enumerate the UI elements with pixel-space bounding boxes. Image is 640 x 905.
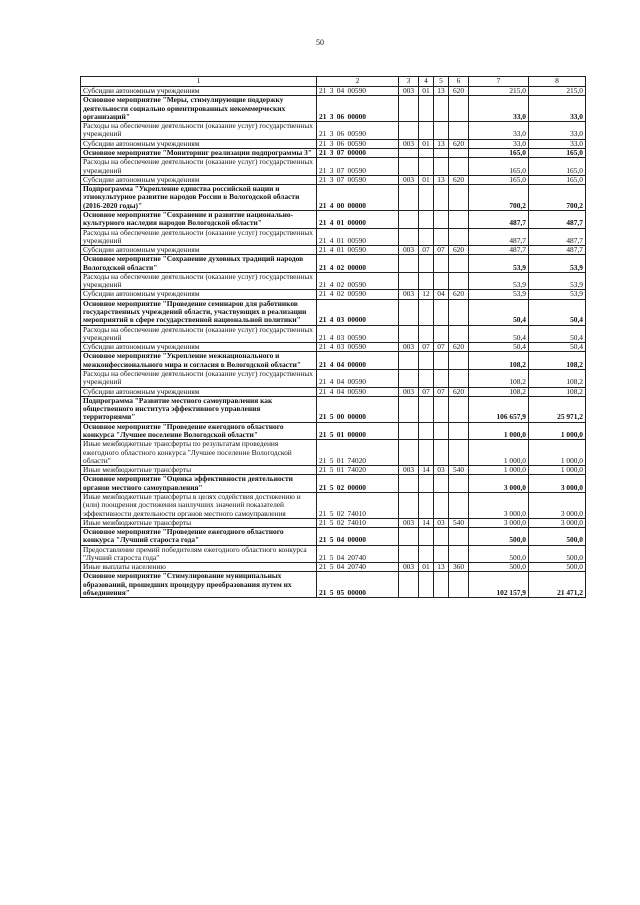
row-col5-cell: 07 [434, 387, 449, 396]
row-value8-cell: 50,4 [529, 343, 586, 352]
row-name-cell: Основное мероприятие "Оценка эффективности деятельности органов местного самоуправления" [81, 475, 317, 493]
row-col5-cell [434, 528, 449, 546]
row-code-cell: 21 5 05 00000 [317, 572, 399, 598]
row-col6-cell [449, 475, 469, 493]
table-row [81, 139, 586, 148]
row-col3-cell [399, 96, 419, 122]
row-col3-cell [399, 370, 419, 388]
row-name-cell: Иные межбюджетные трансферты [81, 466, 317, 475]
table-row [81, 518, 586, 527]
row-col5-cell: 13 [434, 175, 449, 184]
column-header: 4 [419, 77, 434, 87]
row-col3-cell [399, 158, 419, 176]
row-name-cell: Субсидии автономным учреждениям [81, 87, 317, 96]
row-code-cell: 21 4 02 00590 [317, 272, 399, 290]
row-code-cell: 21 4 04 00590 [317, 387, 399, 396]
row-name-cell: Основное мероприятие "Проведение семинаров для работников государственных учреждений области, участвующих в реализации мероприятий в сфере государственной национальной политики" [81, 299, 317, 325]
row-col5-cell [434, 122, 449, 140]
table-row [81, 475, 586, 493]
row-col5-cell [434, 96, 449, 122]
row-col4-cell [419, 158, 434, 176]
row-code-cell: 21 5 00 00000 [317, 396, 399, 422]
row-col4-cell [419, 299, 434, 325]
row-col4-cell: 07 [419, 343, 434, 352]
row-name-cell: Предоставление премий победителям ежегодного областного конкурса "Лучший староста года" [81, 545, 317, 563]
row-col5-cell [434, 572, 449, 598]
row-code-cell: 21 4 04 00590 [317, 370, 399, 388]
row-value7-cell: 33,0 [469, 122, 529, 140]
row-col4-cell: 01 [419, 175, 434, 184]
row-value8-cell: 700,2 [529, 185, 586, 211]
row-code-cell: 21 5 02 00000 [317, 475, 399, 493]
row-col5-cell [434, 440, 449, 466]
row-value7-cell: 1 000,0 [469, 422, 529, 440]
row-code-cell: 21 4 03 00590 [317, 343, 399, 352]
row-col3-cell [399, 255, 419, 273]
row-name-cell: Расходы на обеспечение деятельности (оказание услуг) государственных учреждений [81, 228, 317, 246]
row-value7-cell: 500,0 [469, 563, 529, 572]
row-col4-cell: 12 [419, 290, 434, 299]
row-col5-cell: 13 [434, 87, 449, 96]
row-value8-cell: 53,9 [529, 272, 586, 290]
column-header: 6 [449, 77, 469, 87]
row-value7-cell: 3 000,0 [469, 518, 529, 527]
row-code-cell: 21 5 04 20740 [317, 545, 399, 563]
table-row [81, 272, 586, 290]
row-value7-cell: 1 000,0 [469, 440, 529, 466]
row-col4-cell [419, 185, 434, 211]
row-col4-cell [419, 396, 434, 422]
row-col5-cell [434, 148, 449, 157]
row-col6-cell [449, 370, 469, 388]
table-row [81, 343, 586, 352]
row-value8-cell: 25 971,2 [529, 396, 586, 422]
row-col6-cell [449, 185, 469, 211]
row-col6-cell [449, 352, 469, 370]
row-col6-cell [449, 440, 469, 466]
budget-table [80, 76, 586, 598]
row-col6-cell [449, 492, 469, 518]
table-row [81, 396, 586, 422]
row-value8-cell: 3 000,0 [529, 518, 586, 527]
row-col6-cell [449, 122, 469, 140]
row-col5-cell [434, 185, 449, 211]
row-col5-cell: 03 [434, 518, 449, 527]
row-col4-cell [419, 492, 434, 518]
row-code-cell: 21 4 01 00000 [317, 210, 399, 228]
row-code-cell: 21 4 00 00000 [317, 185, 399, 211]
table-row [81, 96, 586, 122]
row-col4-cell [419, 352, 434, 370]
row-col3-cell: 003 [399, 246, 419, 255]
row-name-cell: Основное мероприятие "Сохранение духовных традиций народов Вологодской области" [81, 255, 317, 273]
row-name-cell: Иные выплаты населению [81, 563, 317, 572]
row-col3-cell: 003 [399, 466, 419, 475]
row-name-cell: Подпрограмма "Укрепление единства российской нации и этнокультурное развитие народов России в Вологодской области (2016-2020 годы)" [81, 185, 317, 211]
column-header: 7 [469, 77, 529, 87]
row-code-cell: 21 5 02 74010 [317, 492, 399, 518]
row-value8-cell: 1 000,0 [529, 440, 586, 466]
row-value8-cell: 53,9 [529, 255, 586, 273]
row-col5-cell: 04 [434, 290, 449, 299]
row-col4-cell [419, 228, 434, 246]
column-header: 3 [399, 77, 419, 87]
row-value7-cell: 102 157,9 [469, 572, 529, 598]
row-value7-cell: 33,0 [469, 96, 529, 122]
row-value8-cell: 165,0 [529, 148, 586, 157]
table-body [81, 77, 586, 598]
row-col4-cell [419, 122, 434, 140]
row-value7-cell: 50,4 [469, 343, 529, 352]
row-value8-cell: 487,7 [529, 210, 586, 228]
row-value7-cell: 108,2 [469, 352, 529, 370]
row-name-cell: Субсидии автономным учреждениям [81, 290, 317, 299]
row-col6-cell: 620 [449, 246, 469, 255]
column-header: 1 [81, 77, 317, 87]
row-value7-cell: 165,0 [469, 175, 529, 184]
row-name-cell: Основное мероприятие "Сохранение и развитие национально-культурного наследия народов Вологодской области" [81, 210, 317, 228]
row-value8-cell: 33,0 [529, 139, 586, 148]
row-name-cell: Основное мероприятие "Стимулирование муниципальных образований, прошедших процедуру преобразования путем их объединения" [81, 572, 317, 598]
row-col5-cell: 03 [434, 466, 449, 475]
row-col3-cell [399, 352, 419, 370]
row-col4-cell [419, 255, 434, 273]
row-value7-cell: 1 000,0 [469, 466, 529, 475]
row-col3-cell: 003 [399, 87, 419, 96]
row-col6-cell: 620 [449, 139, 469, 148]
table-row [81, 158, 586, 176]
row-name-cell: Субсидии автономным учреждениям [81, 175, 317, 184]
row-col5-cell [434, 210, 449, 228]
row-col4-cell [419, 370, 434, 388]
row-col3-cell [399, 210, 419, 228]
table-row [81, 175, 586, 184]
row-code-cell: 21 4 04 00000 [317, 352, 399, 370]
row-col3-cell [399, 528, 419, 546]
row-col3-cell [399, 325, 419, 343]
row-col3-cell: 003 [399, 139, 419, 148]
row-name-cell: Расходы на обеспечение деятельности (оказание услуг) государственных учреждений [81, 325, 317, 343]
table-row [81, 563, 586, 572]
row-col4-cell: 01 [419, 87, 434, 96]
row-value8-cell: 50,4 [529, 325, 586, 343]
row-code-cell: 21 3 06 00000 [317, 96, 399, 122]
row-value8-cell: 165,0 [529, 175, 586, 184]
row-name-cell: Иные межбюджетные трансферты по результатам проведения ежегодного областного конкурса "Лучшее поселение Вологодской области" [81, 440, 317, 466]
row-value7-cell: 106 657,9 [469, 396, 529, 422]
row-col5-cell [434, 325, 449, 343]
row-col4-cell [419, 475, 434, 493]
row-code-cell: 21 3 06 00590 [317, 139, 399, 148]
row-col4-cell [419, 545, 434, 563]
row-value8-cell: 3 000,0 [529, 492, 586, 518]
row-value8-cell: 33,0 [529, 96, 586, 122]
row-name-cell: Основное мероприятие "Проведение ежегодного областного конкурса "Лучшее поселение Вологодской области" [81, 422, 317, 440]
table-row [81, 422, 586, 440]
row-value7-cell: 487,7 [469, 210, 529, 228]
row-code-cell: 21 4 02 00590 [317, 290, 399, 299]
row-name-cell: Субсидии автономным учреждениям [81, 139, 317, 148]
row-value8-cell: 108,2 [529, 370, 586, 388]
row-value8-cell: 1 000,0 [529, 466, 586, 475]
row-col4-cell: 14 [419, 466, 434, 475]
row-col5-cell [434, 396, 449, 422]
row-value7-cell: 700,2 [469, 185, 529, 211]
row-col4-cell: 07 [419, 246, 434, 255]
row-value7-cell: 53,9 [469, 290, 529, 299]
row-value7-cell: 53,9 [469, 272, 529, 290]
row-col3-cell: 003 [399, 518, 419, 527]
row-col5-cell [434, 545, 449, 563]
row-col3-cell [399, 185, 419, 211]
table-row [81, 370, 586, 388]
row-col3-cell [399, 475, 419, 493]
table-row [81, 466, 586, 475]
column-header: 5 [434, 77, 449, 87]
row-name-cell: Иные межбюджетные трансферты [81, 518, 317, 527]
row-col6-cell [449, 299, 469, 325]
row-col3-cell [399, 422, 419, 440]
row-value8-cell: 3 000,0 [529, 475, 586, 493]
row-value7-cell: 165,0 [469, 148, 529, 157]
row-col6-cell [449, 545, 469, 563]
row-value7-cell: 500,0 [469, 545, 529, 563]
row-name-cell: Основное мероприятие "Укрепление межнационального и межконфессионального мира и согласия в Вологодской области" [81, 352, 317, 370]
row-col4-cell: 01 [419, 563, 434, 572]
row-value7-cell: 108,2 [469, 370, 529, 388]
row-col5-cell [434, 272, 449, 290]
row-value7-cell: 500,0 [469, 528, 529, 546]
table-row [81, 246, 586, 255]
row-name-cell: Расходы на обеспечение деятельности (оказание услуг) государственных учреждений [81, 122, 317, 140]
row-value7-cell: 487,7 [469, 246, 529, 255]
row-value8-cell: 21 471,2 [529, 572, 586, 598]
row-value7-cell: 33,0 [469, 139, 529, 148]
row-col4-cell [419, 572, 434, 598]
row-code-cell: 21 4 03 00000 [317, 299, 399, 325]
row-col6-cell [449, 528, 469, 546]
row-value7-cell: 53,9 [469, 255, 529, 273]
row-value8-cell: 215,0 [529, 87, 586, 96]
page-number: 50 [316, 38, 324, 47]
row-value8-cell: 500,0 [529, 563, 586, 572]
row-code-cell: 21 5 01 00000 [317, 422, 399, 440]
row-col3-cell [399, 228, 419, 246]
row-code-cell: 21 5 04 00000 [317, 528, 399, 546]
row-col5-cell [434, 492, 449, 518]
row-col3-cell: 003 [399, 290, 419, 299]
row-col5-cell: 13 [434, 139, 449, 148]
table-row [81, 325, 586, 343]
row-col4-cell: 07 [419, 387, 434, 396]
row-col6-cell: 360 [449, 563, 469, 572]
row-col5-cell [434, 158, 449, 176]
row-col4-cell [419, 440, 434, 466]
row-col4-cell: 01 [419, 139, 434, 148]
row-col6-cell [449, 572, 469, 598]
row-value8-cell: 1 000,0 [529, 422, 586, 440]
table-row [81, 299, 586, 325]
row-col4-cell [419, 148, 434, 157]
row-value7-cell: 50,4 [469, 325, 529, 343]
row-code-cell: 21 4 02 00000 [317, 255, 399, 273]
row-value7-cell: 3 000,0 [469, 492, 529, 518]
table-row [81, 290, 586, 299]
row-col6-cell [449, 422, 469, 440]
row-code-cell: 21 4 01 00590 [317, 246, 399, 255]
row-value8-cell: 487,7 [529, 246, 586, 255]
row-col3-cell [399, 572, 419, 598]
row-col3-cell: 003 [399, 175, 419, 184]
row-col6-cell [449, 148, 469, 157]
row-col4-cell [419, 528, 434, 546]
table-header-row [81, 77, 586, 87]
row-value8-cell: 500,0 [529, 528, 586, 546]
table-row [81, 545, 586, 563]
row-name-cell: Основное мероприятие "Меры, стимулирующие поддержку деятельности социально ориентированных некоммерческих организаций" [81, 96, 317, 122]
row-col6-cell: 620 [449, 290, 469, 299]
row-col3-cell: 003 [399, 563, 419, 572]
row-name-cell: Расходы на обеспечение деятельности (оказание услуг) государственных учреждений [81, 158, 317, 176]
table-row [81, 87, 586, 96]
row-code-cell: 21 3 07 00000 [317, 148, 399, 157]
row-value7-cell: 215,0 [469, 87, 529, 96]
row-code-cell: 21 5 01 74020 [317, 466, 399, 475]
row-name-cell: Расходы на обеспечение деятельности (оказание услуг) государственных учреждений [81, 370, 317, 388]
row-col3-cell [399, 148, 419, 157]
row-name-cell: Расходы на обеспечение деятельности (оказание услуг) государственных учреждений [81, 272, 317, 290]
row-code-cell: 21 5 04 20740 [317, 563, 399, 572]
row-col5-cell [434, 299, 449, 325]
row-value7-cell: 165,0 [469, 158, 529, 176]
column-header: 8 [529, 77, 586, 87]
table-row [81, 122, 586, 140]
row-col4-cell [419, 272, 434, 290]
row-col5-cell [434, 255, 449, 273]
row-col6-cell [449, 255, 469, 273]
row-col6-cell [449, 158, 469, 176]
row-col4-cell [419, 325, 434, 343]
row-col6-cell: 540 [449, 518, 469, 527]
row-col3-cell [399, 299, 419, 325]
row-value8-cell: 50,4 [529, 299, 586, 325]
row-value8-cell: 500,0 [529, 545, 586, 563]
table-row [81, 352, 586, 370]
row-value8-cell: 108,2 [529, 352, 586, 370]
row-col3-cell [399, 440, 419, 466]
table-row [81, 572, 586, 598]
row-value7-cell: 487,7 [469, 228, 529, 246]
row-col6-cell [449, 210, 469, 228]
row-col5-cell: 07 [434, 343, 449, 352]
row-value7-cell: 3 000,0 [469, 475, 529, 493]
row-code-cell: 21 4 01 00590 [317, 228, 399, 246]
row-value8-cell: 53,9 [529, 290, 586, 299]
row-value8-cell: 487,7 [529, 228, 586, 246]
row-name-cell: Субсидии автономным учреждениям [81, 246, 317, 255]
row-col4-cell [419, 422, 434, 440]
table-row [81, 387, 586, 396]
row-col6-cell [449, 396, 469, 422]
row-col5-cell [434, 228, 449, 246]
row-col3-cell: 003 [399, 387, 419, 396]
row-col4-cell [419, 96, 434, 122]
row-code-cell: 21 4 03 00590 [317, 325, 399, 343]
row-col3-cell [399, 272, 419, 290]
row-col6-cell [449, 325, 469, 343]
row-code-cell: 21 3 07 00590 [317, 175, 399, 184]
row-col4-cell [419, 210, 434, 228]
row-col6-cell [449, 96, 469, 122]
row-value8-cell: 33,0 [529, 122, 586, 140]
table-row [81, 148, 586, 157]
row-col6-cell [449, 228, 469, 246]
row-col5-cell [434, 475, 449, 493]
row-col3-cell [399, 545, 419, 563]
row-value8-cell: 165,0 [529, 158, 586, 176]
row-value8-cell: 108,2 [529, 387, 586, 396]
row-col5-cell: 07 [434, 246, 449, 255]
table-row [81, 210, 586, 228]
row-name-cell: Основное мероприятие "Мониторинг реализации подпрограммы 3" [81, 148, 317, 157]
row-code-cell: 21 3 07 00590 [317, 158, 399, 176]
table-row [81, 255, 586, 273]
row-value7-cell: 50,4 [469, 299, 529, 325]
row-col5-cell: 13 [434, 563, 449, 572]
row-value7-cell: 108,2 [469, 387, 529, 396]
column-header: 2 [317, 77, 399, 87]
row-col4-cell: 14 [419, 518, 434, 527]
row-code-cell: 21 5 01 74020 [317, 440, 399, 466]
row-col3-cell: 003 [399, 343, 419, 352]
row-code-cell: 21 5 02 74010 [317, 518, 399, 527]
row-col5-cell [434, 370, 449, 388]
table-row [81, 492, 586, 518]
row-col3-cell [399, 122, 419, 140]
row-name-cell: Подпрограмма "Развитие местного самоуправления как общественного института эффективного управления территориями" [81, 396, 317, 422]
row-code-cell: 21 3 06 00590 [317, 122, 399, 140]
row-name-cell: Основное мероприятие "Проведение ежегодного областного конкурса "Лучший староста года" [81, 528, 317, 546]
table-row [81, 185, 586, 211]
row-col3-cell [399, 396, 419, 422]
table-row [81, 228, 586, 246]
row-col6-cell: 620 [449, 87, 469, 96]
row-col6-cell: 620 [449, 343, 469, 352]
row-col6-cell: 620 [449, 175, 469, 184]
row-col6-cell: 620 [449, 387, 469, 396]
table-row [81, 528, 586, 546]
row-code-cell: 21 3 04 00590 [317, 87, 399, 96]
row-col5-cell [434, 352, 449, 370]
table-row [81, 440, 586, 466]
row-name-cell: Иные межбюджетные трансферты в целях содействия достижению и (или) поощрения достижения наилучших значений показателей эффективности деятельности органов местного самоуправления [81, 492, 317, 518]
row-col6-cell: 540 [449, 466, 469, 475]
row-col3-cell [399, 492, 419, 518]
row-name-cell: Субсидии автономным учреждениям [81, 387, 317, 396]
row-col6-cell [449, 272, 469, 290]
row-col5-cell [434, 422, 449, 440]
row-name-cell: Субсидии автономным учреждениям [81, 343, 317, 352]
